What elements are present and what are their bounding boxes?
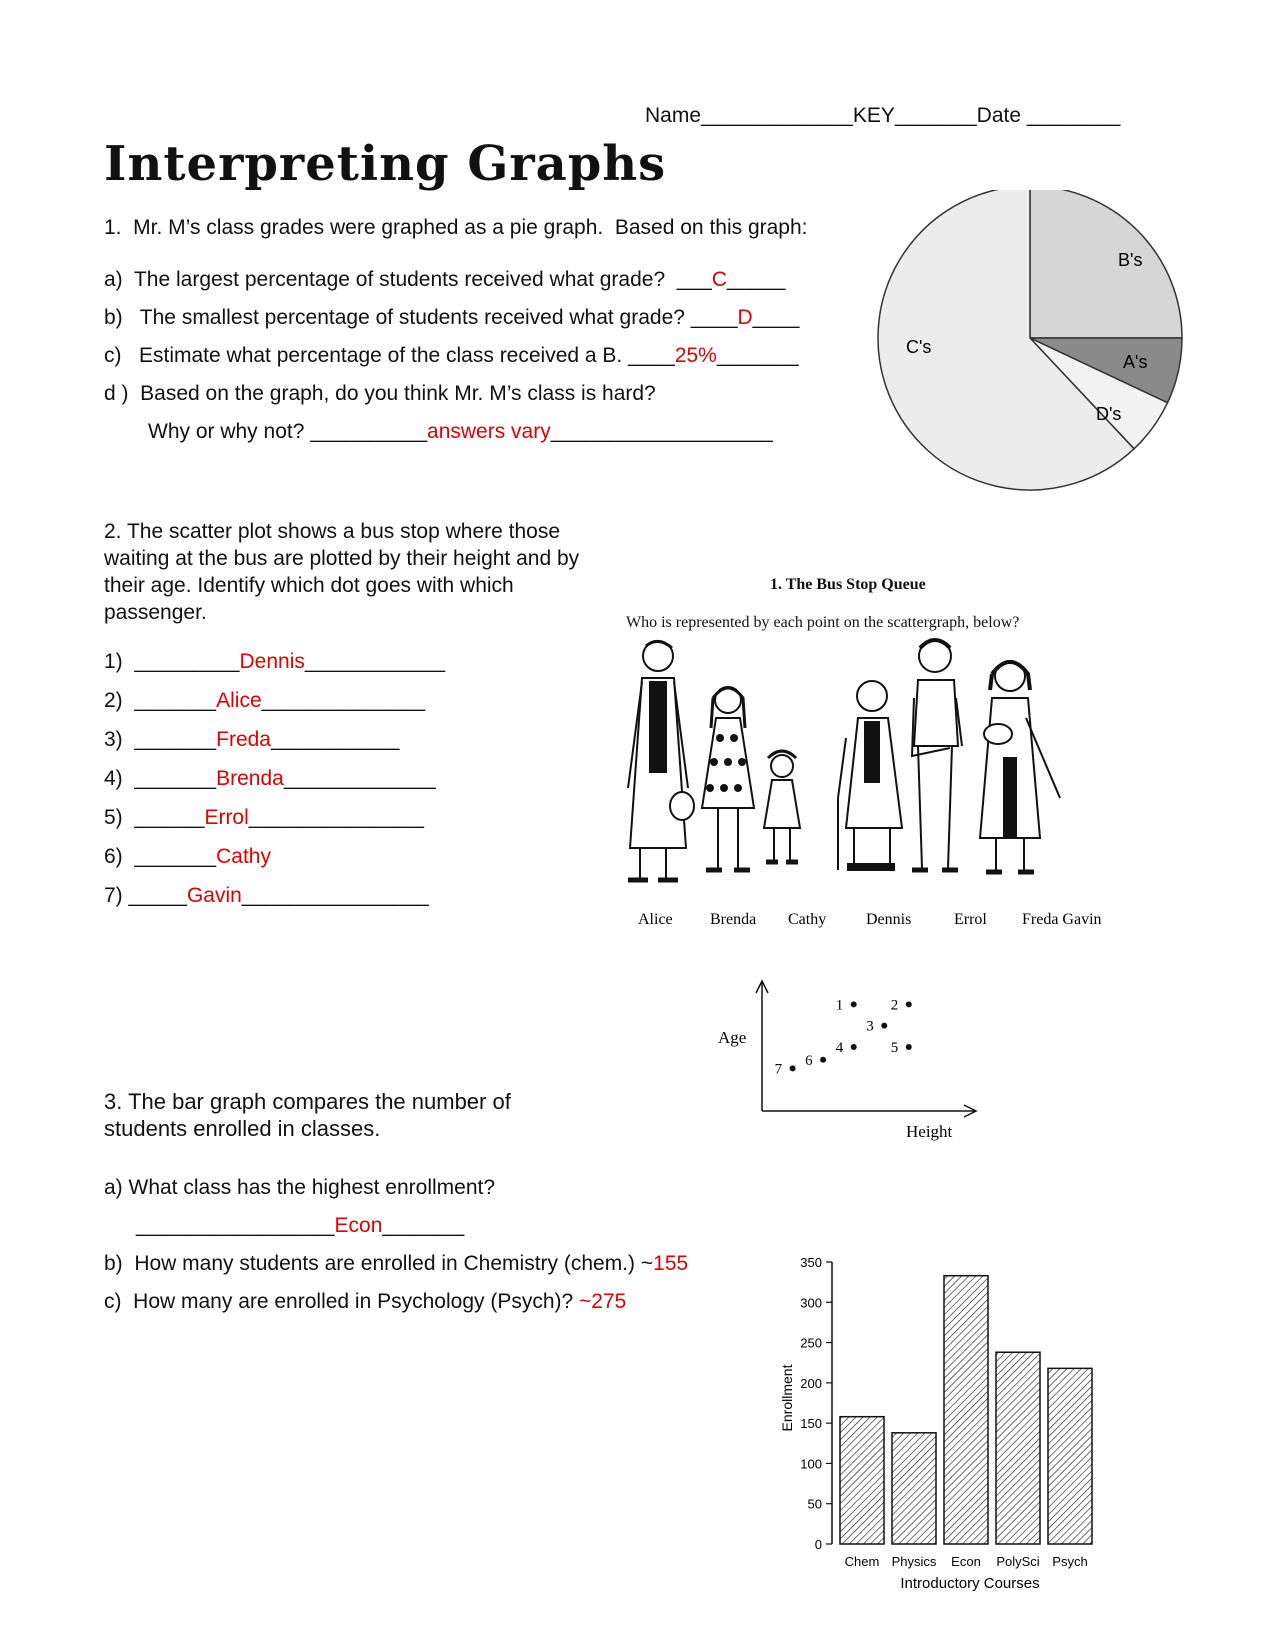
date-label: Date ________: [976, 104, 1121, 127]
pie-label-cs: C's: [906, 337, 932, 357]
answer-value: Freda: [216, 728, 271, 751]
scatter-point-7: [790, 1065, 796, 1071]
q1-c-tail: _______: [716, 344, 799, 367]
bar-bars: [840, 1276, 1092, 1544]
answer-blank: _______________: [248, 806, 424, 829]
q2-prompt-line: their age. Identify which dot goes with which: [104, 574, 514, 597]
name-key-date-line: [645, 104, 1120, 128]
q1-b: [104, 306, 799, 329]
answer-blank: ___________: [270, 728, 400, 751]
q3-c: [104, 1290, 626, 1313]
bar-x-tick-label: Psych: [1052, 1554, 1088, 1569]
bus-stop-names: [620, 906, 1140, 932]
name-dennis: Dennis: [866, 911, 912, 928]
scatter-point-label-4: 4: [835, 1040, 844, 1056]
q2-prompt-line: 2. The scatter plot shows a bus stop where those: [104, 520, 561, 543]
bar-x-labels: [845, 1554, 1088, 1569]
q2-answer-5: [104, 806, 424, 829]
bus-stop-people-illustration: [620, 638, 1130, 908]
person-alice: [628, 641, 694, 880]
name-brenda: Brenda: [710, 911, 757, 928]
q3-b: [104, 1252, 688, 1275]
answer-value: Dennis: [239, 650, 305, 673]
q3-b-answer: 155: [653, 1252, 689, 1275]
answer-blank: ________________: [241, 884, 429, 907]
q2-answer-2: [104, 689, 425, 712]
q3-prompt-line: students enrolled in classes.: [104, 1116, 381, 1141]
answer-blank: _________: [134, 650, 240, 673]
bar-psych: [1048, 1368, 1092, 1544]
answer-value: Brenda: [216, 767, 284, 790]
q2-answer-1: [104, 650, 445, 673]
bar-y-tick-label: 150: [800, 1416, 822, 1432]
q1-d2: [148, 420, 773, 443]
q3-prompt: [104, 1088, 511, 1142]
person-dennis: [838, 681, 902, 870]
q3-c-answer: ~275: [579, 1290, 627, 1313]
q1-a-tail: _____: [727, 268, 786, 291]
answer-blank: _______: [134, 689, 217, 712]
q1-c-text: c) Estimate what percentage of the class received a B. ____: [104, 344, 675, 367]
q2-prompt-line: waiting at the bus are plotted by their height and by: [104, 547, 580, 570]
q1-d2-text: Why or why not? __________: [148, 420, 428, 443]
bar-y-tick-label: 200: [800, 1375, 822, 1391]
q1-a-text: a) The largest percentage of students received what grade? ___: [104, 268, 712, 291]
q1-c-answer: 25%: [674, 344, 717, 367]
answer-blank: _______: [134, 767, 217, 790]
answer-blank: ______________: [261, 689, 426, 712]
q3-b-text: b) How many students are enrolled in Chemistry (chem.) ~: [104, 1252, 654, 1275]
person-cathy: [764, 751, 800, 862]
q1-b-answer: D: [737, 306, 753, 329]
bar-x-tick-label: Physics: [891, 1554, 937, 1569]
key-label: KEY: [852, 104, 895, 127]
bar-x-tick-label: Chem: [844, 1554, 880, 1569]
q1-prompt: 1. Mr. M’s class grades were graphed as a pie graph. Based on this graph:: [104, 216, 808, 239]
answer-value: Cathy: [216, 845, 271, 868]
scatter-point-label-5: 5: [890, 1040, 899, 1056]
q1-a-answer: C: [711, 268, 728, 291]
answer-num: 1): [104, 650, 123, 673]
q1-c: [104, 344, 799, 367]
answer-num: 3): [104, 728, 123, 751]
bar-y-tick-label: 350: [800, 1255, 822, 1270]
scatter-points: [775, 997, 912, 1077]
q1-d: d ) Based on the graph, do you think Mr. M’s class is hard?: [104, 382, 656, 405]
name-alice: Alice: [638, 911, 673, 928]
scatter-point-label-7: 7: [774, 1061, 783, 1078]
scatter-point-label-1: 1: [835, 997, 844, 1014]
q3-c-text: c) How many are enrolled in Psychology (Psych)?: [104, 1290, 580, 1313]
bar-y-tick-label: 300: [800, 1295, 822, 1311]
enrollment-bar-chart: [770, 1248, 1110, 1600]
name-label: Name_____________: [645, 104, 853, 127]
q1-b-tail: ____: [752, 306, 800, 329]
scatter-y-label: Age: [718, 1028, 747, 1047]
scatter-point-label-3: 3: [866, 1018, 874, 1035]
q2-answer-6: [104, 845, 271, 868]
answer-blank: _____________: [283, 767, 436, 790]
bar-y-tick-label: 100: [800, 1456, 822, 1472]
q1-b-text: b) The smallest percentage of students received what grade? ____: [104, 306, 738, 329]
bar-x-tick-label: PolySci: [996, 1554, 1040, 1569]
q3-a2-tail: _______: [382, 1214, 465, 1237]
bar-polysci: [996, 1352, 1040, 1544]
name-errol: Errol: [954, 911, 987, 928]
bar-econ: [944, 1276, 988, 1544]
answer-num: 7): [104, 884, 123, 907]
pie-label-ds: D's: [1096, 404, 1122, 424]
answer-blank: _______: [134, 845, 217, 868]
q2-answer-7: [104, 884, 429, 907]
bar-physics: [892, 1433, 936, 1544]
answer-blank: _______: [134, 728, 217, 751]
scatter-point-3: [881, 1023, 887, 1029]
bus-stop-subheading: Who is represented by each point on the scattergraph, below?: [626, 614, 1020, 631]
bar-y-label: Enrollment: [779, 1364, 795, 1432]
pie-label-bs: B's: [1118, 250, 1143, 270]
scatter-point-2: [906, 1001, 912, 1007]
answer-num: 5): [104, 806, 123, 829]
answer-num: 2): [104, 689, 123, 712]
bar-y-ticks: [800, 1255, 832, 1552]
person-brenda: [702, 687, 754, 870]
answer-blank: ____________: [304, 650, 446, 673]
q2-prompt-line: passenger.: [104, 601, 207, 624]
scatter-point-5: [906, 1044, 912, 1050]
q3-a2-answer: Econ: [334, 1214, 383, 1237]
scatter-point-label-6: 6: [805, 1052, 813, 1069]
scatter-point-4: [851, 1044, 857, 1050]
bar-x-tick-label: Econ: [951, 1554, 981, 1569]
scatter-point-6: [820, 1057, 826, 1063]
q2-answer-4: [104, 767, 436, 790]
bus-stop-scatter-plot: [700, 975, 990, 1145]
q3-a2: [136, 1214, 464, 1237]
bar-y-tick-label: 50: [807, 1496, 822, 1512]
key-tail: _______: [894, 104, 977, 127]
answer-value: Alice: [216, 689, 262, 712]
q1-a: [104, 268, 785, 291]
answer-value: Errol: [204, 806, 249, 829]
pie-slice-bs: [1030, 190, 1182, 338]
bar-x-label: Introductory Courses: [900, 1575, 1040, 1592]
bar-y-tick-label: 250: [800, 1335, 822, 1351]
grades-pie-chart: [860, 190, 1200, 510]
answer-num: 4): [104, 767, 123, 790]
pie-label-as: A's: [1123, 352, 1148, 372]
bar-y-tick-label: 0: [814, 1537, 822, 1552]
answer-blank: _____: [128, 884, 187, 907]
q1-d2-tail: ___________________: [550, 420, 773, 443]
answer-blank: ______: [134, 806, 205, 829]
scatter-x-label: Height: [906, 1122, 953, 1141]
scatter-point-label-2: 2: [890, 997, 899, 1014]
answer-value: Gavin: [186, 884, 242, 907]
bus-stop-heading: 1. The Bus Stop Queue: [770, 576, 926, 593]
q2-answer-3: [104, 728, 399, 751]
page-title: Interpreting Graphs: [104, 136, 667, 192]
q3-a2-text: _________________: [136, 1214, 335, 1237]
person-errol: [912, 640, 962, 870]
answer-num: 6): [104, 845, 123, 868]
q3-prompt-line: 3. The bar graph compares the number of: [104, 1089, 511, 1114]
scatter-point-1: [851, 1001, 857, 1007]
name-freda-gavin: Freda Gavin: [1022, 911, 1102, 928]
q3-a: a) What class has the highest enrollment?: [104, 1176, 496, 1199]
person-freda-gavin: [980, 661, 1060, 872]
q1-d2-answer: answers vary: [427, 420, 551, 443]
name-cathy: Cathy: [788, 911, 827, 928]
q2-prompt: [104, 518, 624, 626]
bar-chem: [840, 1417, 884, 1544]
